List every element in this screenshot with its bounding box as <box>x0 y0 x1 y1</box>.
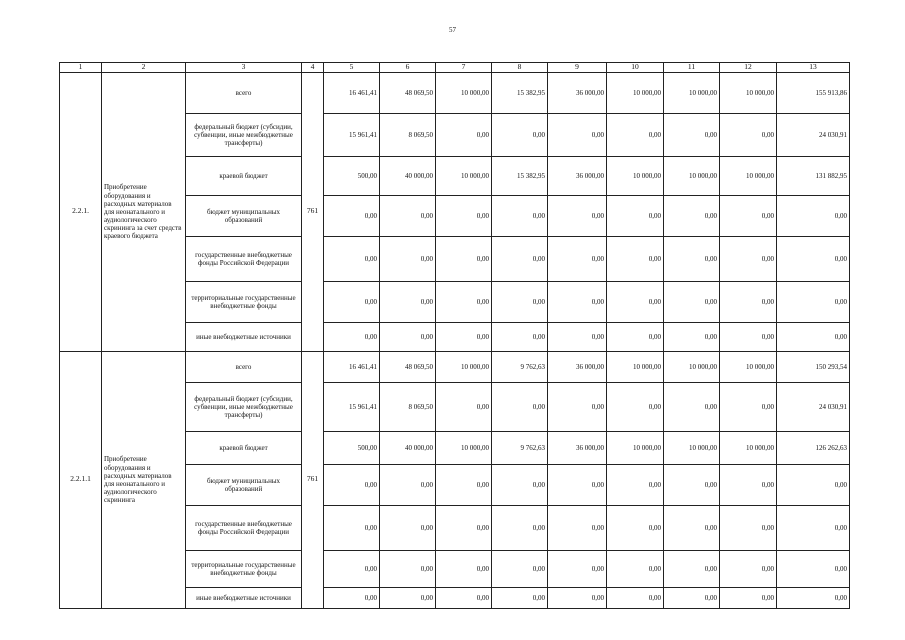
amount-cell: 0,00 <box>324 322 380 351</box>
amount-cell: 0,00 <box>324 464 380 505</box>
section-name: Приобретение оборудования и расходных материалов для неонатального и аудиологического скрининга за счет средств краевого бюджета <box>102 72 186 351</box>
header-cell: 13 <box>777 63 850 73</box>
amount-cell: 0,00 <box>548 322 607 351</box>
section-code: 2.2.1.1 <box>60 351 102 608</box>
section-code: 2.2.1. <box>60 72 102 351</box>
amount-cell: 0,00 <box>720 382 777 431</box>
amount-cell: 0,00 <box>492 113 548 156</box>
amount-cell: 150 293,54 <box>777 351 850 382</box>
header-cell: 8 <box>492 63 548 73</box>
amount-cell: 0,00 <box>436 382 492 431</box>
amount-cell: 10 000,00 <box>720 72 777 113</box>
amount-cell: 0,00 <box>720 550 777 587</box>
amount-cell: 0,00 <box>380 505 436 550</box>
amount-cell: 0,00 <box>607 113 664 156</box>
amount-cell: 0,00 <box>664 587 720 608</box>
amount-cell: 10 000,00 <box>607 156 664 195</box>
amount-cell: 0,00 <box>548 236 607 281</box>
amount-cell: 0,00 <box>324 587 380 608</box>
amount-cell: 0,00 <box>720 281 777 322</box>
budget-code: 761 <box>302 351 324 608</box>
amount-cell: 0,00 <box>436 195 492 236</box>
amount-cell: 36 000,00 <box>548 351 607 382</box>
amount-cell: 0,00 <box>777 281 850 322</box>
funding-source: краевой бюджет <box>186 156 302 195</box>
amount-cell: 500,00 <box>324 156 380 195</box>
amount-cell: 36 000,00 <box>548 431 607 464</box>
amount-cell: 0,00 <box>548 587 607 608</box>
header-cell: 5 <box>324 63 380 73</box>
amount-cell: 0,00 <box>664 236 720 281</box>
amount-cell: 10 000,00 <box>664 156 720 195</box>
amount-cell: 10 000,00 <box>664 72 720 113</box>
budget-code: 761 <box>302 72 324 351</box>
amount-cell: 0,00 <box>777 195 850 236</box>
amount-cell: 15 961,41 <box>324 113 380 156</box>
amount-cell: 0,00 <box>380 587 436 608</box>
amount-cell: 24 030,91 <box>777 113 850 156</box>
amount-cell: 36 000,00 <box>548 72 607 113</box>
amount-cell: 0,00 <box>548 464 607 505</box>
amount-cell: 10 000,00 <box>436 72 492 113</box>
amount-cell: 48 069,50 <box>380 351 436 382</box>
amount-cell: 0,00 <box>548 113 607 156</box>
amount-cell: 0,00 <box>720 322 777 351</box>
amount-cell: 40 000,00 <box>380 156 436 195</box>
funding-source: территориальные государственные внебюджетные фонды <box>186 281 302 322</box>
amount-cell: 0,00 <box>777 236 850 281</box>
amount-cell: 0,00 <box>607 281 664 322</box>
amount-cell: 10 000,00 <box>436 351 492 382</box>
amount-cell: 0,00 <box>720 195 777 236</box>
amount-cell: 0,00 <box>607 587 664 608</box>
amount-cell: 0,00 <box>492 382 548 431</box>
header-cell: 9 <box>548 63 607 73</box>
amount-cell: 0,00 <box>492 195 548 236</box>
amount-cell: 8 069,50 <box>380 382 436 431</box>
amount-cell: 48 069,50 <box>380 72 436 113</box>
amount-cell: 0,00 <box>720 464 777 505</box>
page-number: 57 <box>449 26 456 34</box>
amount-cell: 10 000,00 <box>607 431 664 464</box>
amount-cell: 0,00 <box>607 464 664 505</box>
amount-cell: 0,00 <box>664 113 720 156</box>
table-row <box>60 351 850 382</box>
funding-source: территориальные государственные внебюджетные фонды <box>186 550 302 587</box>
amount-cell: 0,00 <box>607 322 664 351</box>
funding-source: всего <box>186 351 302 382</box>
funding-source: краевой бюджет <box>186 431 302 464</box>
amount-cell: 0,00 <box>492 550 548 587</box>
amount-cell: 0,00 <box>324 281 380 322</box>
budget-table <box>59 62 850 609</box>
header-cell: 11 <box>664 63 720 73</box>
amount-cell: 15 382,95 <box>492 72 548 113</box>
amount-cell: 0,00 <box>664 382 720 431</box>
amount-cell: 0,00 <box>436 236 492 281</box>
amount-cell: 0,00 <box>664 281 720 322</box>
amount-cell: 15 961,41 <box>324 382 380 431</box>
funding-source: иные внебюджетные источники <box>186 322 302 351</box>
amount-cell: 0,00 <box>436 505 492 550</box>
amount-cell: 10 000,00 <box>664 351 720 382</box>
amount-cell: 0,00 <box>436 322 492 351</box>
amount-cell: 0,00 <box>436 550 492 587</box>
amount-cell: 0,00 <box>492 587 548 608</box>
amount-cell: 0,00 <box>380 464 436 505</box>
amount-cell: 0,00 <box>436 587 492 608</box>
amount-cell: 10 000,00 <box>664 431 720 464</box>
table-row <box>60 72 850 113</box>
amount-cell: 0,00 <box>777 322 850 351</box>
amount-cell: 0,00 <box>436 464 492 505</box>
amount-cell: 0,00 <box>607 550 664 587</box>
amount-cell: 131 882,95 <box>777 156 850 195</box>
amount-cell: 0,00 <box>436 113 492 156</box>
amount-cell: 0,00 <box>548 382 607 431</box>
amount-cell: 0,00 <box>777 464 850 505</box>
amount-cell: 0,00 <box>777 550 850 587</box>
amount-cell: 155 913,86 <box>777 72 850 113</box>
funding-source: федеральный бюджет (субсидии, субвенции, иные межбюджетные трансферты) <box>186 113 302 156</box>
amount-cell: 40 000,00 <box>380 431 436 464</box>
section-name: Приобретение оборудования и расходных материалов для неонатального и аудиологического скрининга <box>102 351 186 608</box>
amount-cell: 0,00 <box>324 195 380 236</box>
amount-cell: 0,00 <box>720 113 777 156</box>
amount-cell: 0,00 <box>380 236 436 281</box>
amount-cell: 0,00 <box>492 281 548 322</box>
funding-source: бюджет муниципальных образований <box>186 195 302 236</box>
amount-cell: 10 000,00 <box>720 156 777 195</box>
amount-cell: 10 000,00 <box>436 431 492 464</box>
amount-cell: 15 382,95 <box>492 156 548 195</box>
amount-cell: 0,00 <box>664 550 720 587</box>
header-cell: 4 <box>302 63 324 73</box>
amount-cell: 0,00 <box>492 505 548 550</box>
amount-cell: 10 000,00 <box>607 72 664 113</box>
amount-cell: 10 000,00 <box>436 156 492 195</box>
amount-cell: 0,00 <box>492 236 548 281</box>
header-cell: 1 <box>60 63 102 73</box>
amount-cell: 0,00 <box>492 322 548 351</box>
amount-cell: 0,00 <box>436 281 492 322</box>
amount-cell: 0,00 <box>664 322 720 351</box>
amount-cell: 16 461,41 <box>324 72 380 113</box>
funding-source: государственные внебюджетные фонды Российской Федерации <box>186 505 302 550</box>
amount-cell: 9 762,63 <box>492 431 548 464</box>
amount-cell: 126 262,63 <box>777 431 850 464</box>
amount-cell: 0,00 <box>548 550 607 587</box>
amount-cell: 0,00 <box>380 281 436 322</box>
header-cell: 7 <box>436 63 492 73</box>
amount-cell: 24 030,91 <box>777 382 850 431</box>
amount-cell: 10 000,00 <box>720 431 777 464</box>
amount-cell: 0,00 <box>720 587 777 608</box>
amount-cell: 10 000,00 <box>607 351 664 382</box>
amount-cell: 0,00 <box>324 505 380 550</box>
header-cell: 6 <box>380 63 436 73</box>
amount-cell: 0,00 <box>720 236 777 281</box>
funding-source: федеральный бюджет (субсидии, субвенции, иные межбюджетные трансферты) <box>186 382 302 431</box>
amount-cell: 0,00 <box>664 195 720 236</box>
funding-source: бюджет муниципальных образований <box>186 464 302 505</box>
amount-cell: 0,00 <box>607 236 664 281</box>
header-cell: 3 <box>186 63 302 73</box>
amount-cell: 36 000,00 <box>548 156 607 195</box>
amount-cell: 0,00 <box>380 322 436 351</box>
funding-source: всего <box>186 72 302 113</box>
amount-cell: 0,00 <box>664 505 720 550</box>
amount-cell: 0,00 <box>664 464 720 505</box>
amount-cell: 0,00 <box>607 505 664 550</box>
amount-cell: 500,00 <box>324 431 380 464</box>
amount-cell: 0,00 <box>607 382 664 431</box>
funding-source: иные внебюджетные источники <box>186 587 302 608</box>
amount-cell: 0,00 <box>380 195 436 236</box>
amount-cell: 0,00 <box>607 195 664 236</box>
amount-cell: 0,00 <box>324 550 380 587</box>
amount-cell: 0,00 <box>548 281 607 322</box>
header-cell: 2 <box>102 63 186 73</box>
amount-cell: 16 461,41 <box>324 351 380 382</box>
amount-cell: 0,00 <box>380 550 436 587</box>
amount-cell: 9 762,63 <box>492 351 548 382</box>
amount-cell: 0,00 <box>324 236 380 281</box>
header-cell: 10 <box>607 63 664 73</box>
amount-cell: 0,00 <box>777 505 850 550</box>
amount-cell: 0,00 <box>492 464 548 505</box>
amount-cell: 0,00 <box>548 195 607 236</box>
amount-cell: 0,00 <box>777 587 850 608</box>
header-row <box>60 63 850 73</box>
header-cell: 12 <box>720 63 777 73</box>
amount-cell: 8 069,50 <box>380 113 436 156</box>
amount-cell: 0,00 <box>720 505 777 550</box>
amount-cell: 0,00 <box>548 505 607 550</box>
funding-source: государственные внебюджетные фонды Российской Федерации <box>186 236 302 281</box>
amount-cell: 10 000,00 <box>720 351 777 382</box>
